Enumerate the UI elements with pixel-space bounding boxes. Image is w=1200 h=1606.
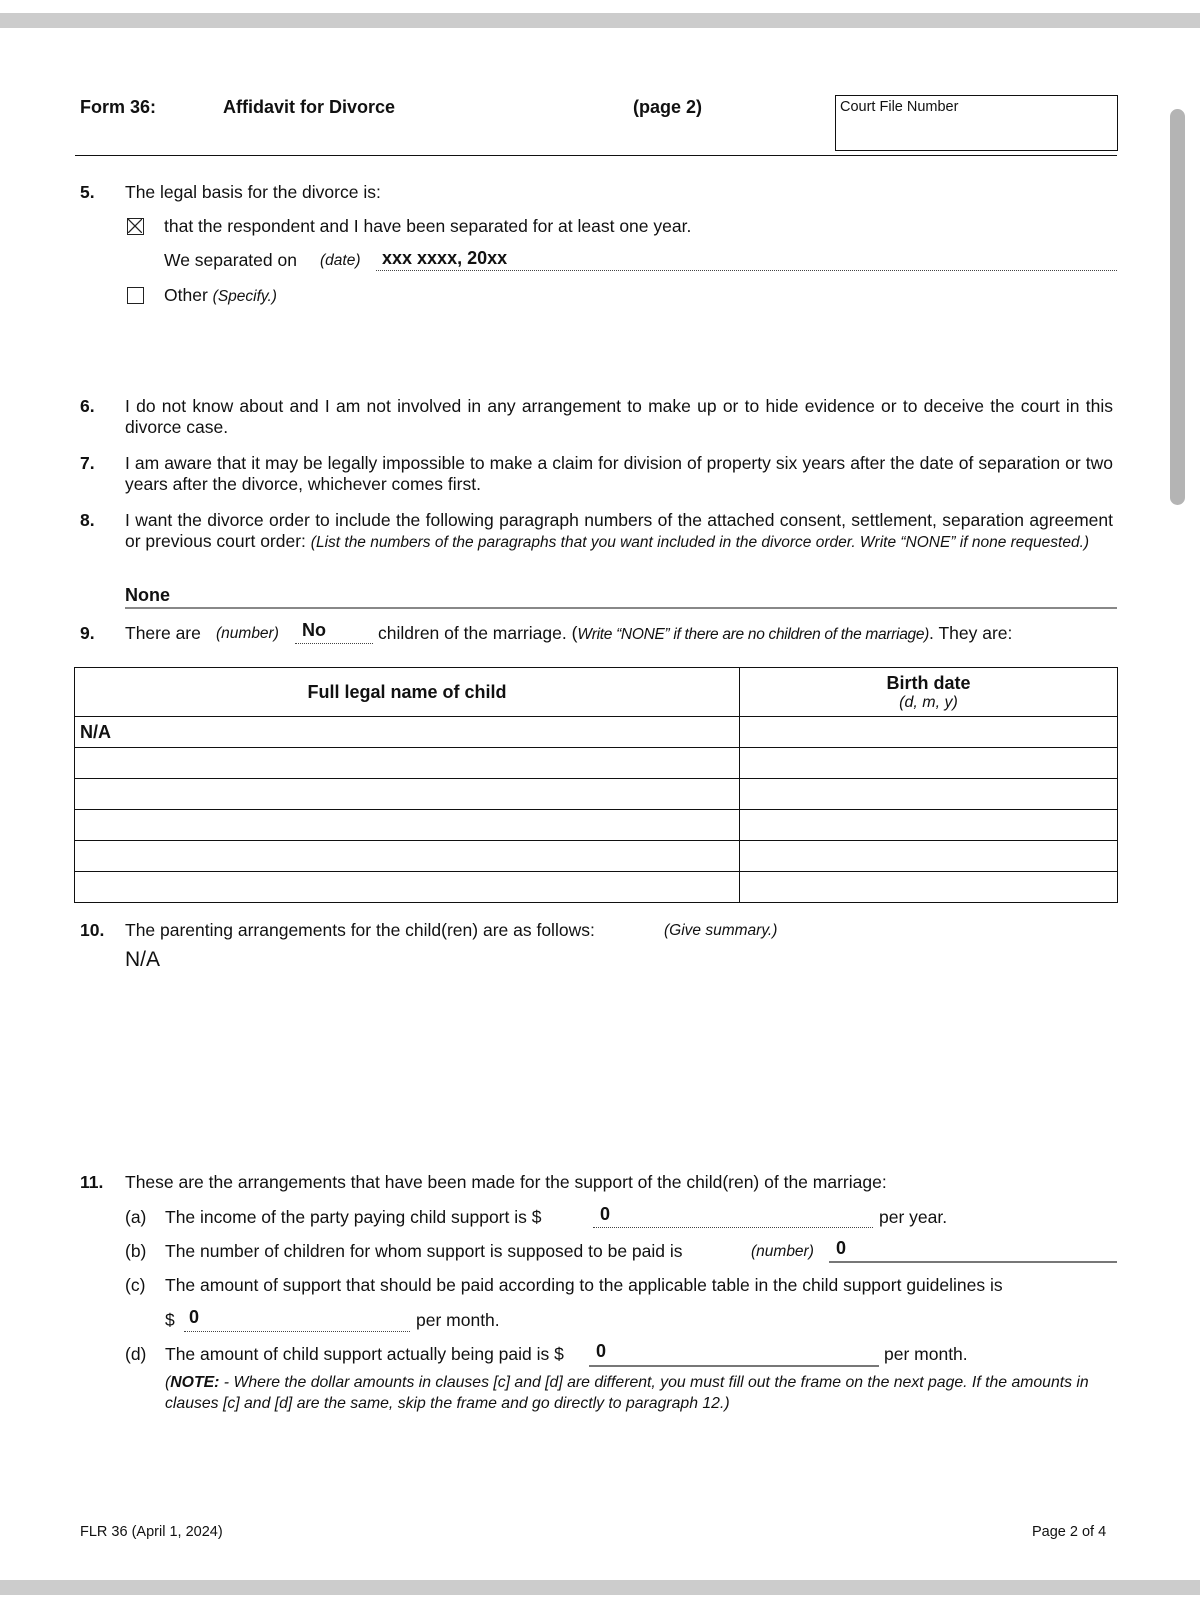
child-birth-cell[interactable] bbox=[740, 810, 1118, 841]
child-birth-cell[interactable] bbox=[740, 717, 1118, 748]
clause-c-label: (c) bbox=[125, 1275, 146, 1295]
para5-text: The legal basis for the divorce is: bbox=[125, 182, 381, 202]
child-name-cell[interactable] bbox=[75, 748, 740, 779]
checkbox-x-icon bbox=[128, 219, 142, 233]
child-name-cell[interactable] bbox=[75, 841, 740, 872]
clause-c-currency: $ bbox=[165, 1310, 175, 1330]
header-divider bbox=[75, 155, 1117, 156]
vertical-scrollbar[interactable] bbox=[1170, 109, 1185, 505]
para8-value[interactable]: None bbox=[125, 585, 170, 605]
clause-a-text: The income of the party paying child support is $ bbox=[165, 1207, 542, 1227]
separated-on-label: We separated on bbox=[164, 250, 297, 270]
para9-number: 9. bbox=[80, 623, 95, 643]
form-number: Form 36: bbox=[80, 97, 157, 117]
para10-hint: (Give summary.) bbox=[664, 922, 778, 939]
table-row bbox=[75, 779, 1118, 810]
table-row bbox=[75, 841, 1118, 872]
actual-support-field-line bbox=[589, 1365, 879, 1367]
para8-text: I want the divorce order to include the following paragraph numbers of the attached consent, settlement, separation agreement or previous court order: (List the numbers of the paragraphs that you want included in the divorce order. Write “NONE” if none requested.) bbox=[125, 510, 1113, 551]
para6-number: 6. bbox=[80, 396, 95, 416]
para11-number: 11. bbox=[80, 1172, 104, 1192]
other-option-label: Other (Specify.) bbox=[164, 285, 277, 305]
clause-b-label: (b) bbox=[125, 1241, 147, 1261]
para8-number: 8. bbox=[80, 510, 95, 530]
separated-option-label: that the respondent and I have been separated for at least one year. bbox=[164, 216, 692, 236]
children-table-header bbox=[75, 668, 1118, 717]
clause-b-hint: (number) bbox=[751, 1243, 814, 1260]
income-value[interactable]: 0 bbox=[600, 1204, 611, 1224]
children-supported-field-line bbox=[829, 1261, 1117, 1263]
clause-a-suffix: per year. bbox=[879, 1207, 948, 1227]
viewer-top-bar bbox=[0, 13, 1200, 28]
separated-checkbox[interactable] bbox=[127, 218, 144, 235]
page-label: (page 2) bbox=[633, 97, 703, 117]
children-count-value[interactable]: No bbox=[302, 620, 326, 640]
header-birth-date: Birth date (d, m, y) bbox=[740, 668, 1118, 717]
table-row bbox=[75, 748, 1118, 779]
children-count-field-line bbox=[295, 643, 373, 644]
para9-text-before: There are bbox=[125, 623, 201, 643]
child-name-cell[interactable] bbox=[75, 872, 740, 903]
separation-date-field-line bbox=[376, 270, 1117, 271]
form-version: FLR 36 (April 1, 2024) bbox=[80, 1524, 223, 1540]
clause-d-suffix: per month. bbox=[884, 1344, 968, 1364]
clause-c-suffix: per month. bbox=[416, 1310, 500, 1330]
clause-b-text: The number of children for whom support is supposed to be paid is bbox=[165, 1241, 683, 1261]
actual-support-value[interactable]: 0 bbox=[596, 1341, 607, 1361]
page-indicator: Page 2 of 4 bbox=[1032, 1524, 1107, 1540]
child-birth-cell[interactable] bbox=[740, 748, 1118, 779]
other-checkbox[interactable] bbox=[127, 287, 144, 304]
clause-a-label: (a) bbox=[125, 1207, 147, 1227]
clause-d-text: The amount of child support actually being paid is $ bbox=[165, 1344, 564, 1364]
child-birth-cell[interactable] bbox=[740, 872, 1118, 903]
clause-d-note: (NOTE: - Where the dollar amounts in clauses [c] and [d] are different, you must fill out the frame on the next page. If the amounts in clauses [c] and [d] are the same, skip the frame and go directly to paragraph 12.) bbox=[165, 1374, 1089, 1412]
table-row bbox=[75, 717, 1118, 748]
clause-c-text: The amount of support that should be paid according to the applicable table in the child support guidelines is bbox=[165, 1275, 1003, 1295]
child-birth-cell[interactable] bbox=[740, 841, 1118, 872]
para5-number: 5. bbox=[80, 182, 95, 202]
children-supported-value[interactable]: 0 bbox=[836, 1238, 847, 1258]
date-hint: (date) bbox=[320, 252, 361, 269]
children-table bbox=[74, 667, 1118, 903]
table-support-field-line bbox=[184, 1331, 410, 1332]
para7-text: I am aware that it may be legally impossible to make a claim for division of property six years after the date of separation or two years after the divorce, whichever comes first. bbox=[125, 453, 1113, 494]
clause-d-label: (d) bbox=[125, 1344, 147, 1364]
table-row bbox=[75, 872, 1118, 903]
para10-number: 10. bbox=[80, 920, 105, 940]
court-file-number-field[interactable] bbox=[835, 95, 1118, 151]
income-field-line bbox=[593, 1227, 873, 1228]
table-row bbox=[75, 810, 1118, 841]
child-name-cell[interactable] bbox=[75, 810, 740, 841]
parenting-arrangements-value[interactable]: N/A bbox=[125, 948, 161, 971]
child-birth-cell[interactable] bbox=[740, 779, 1118, 810]
separation-date-value[interactable]: xxx xxxx, 20xx bbox=[382, 248, 508, 268]
para8-field-line bbox=[125, 607, 1117, 609]
para9-number-hint: (number) bbox=[216, 625, 279, 642]
para9-text-after: children of the marriage. (Write “NONE” if there are no children of the marriage). They are: bbox=[378, 623, 1013, 643]
header-full-legal-name: Full legal name of child bbox=[75, 668, 740, 717]
para7-number: 7. bbox=[80, 453, 95, 473]
form-title: Affidavit for Divorce bbox=[223, 97, 396, 117]
para10-text: The parenting arrangements for the child(ren) are as follows: bbox=[125, 920, 595, 940]
para6-text: I do not know about and I am not involved in any arrangement to make up or to hide evidence or to deceive the court in this divorce case. bbox=[125, 396, 1113, 437]
table-support-value[interactable]: 0 bbox=[189, 1307, 200, 1327]
viewer-bottom-bar bbox=[0, 1580, 1200, 1595]
para11-text: These are the arrangements that have been made for the support of the child(ren) of the marriage: bbox=[125, 1172, 887, 1192]
child-name-cell[interactable]: N/A bbox=[75, 717, 740, 748]
child-name-cell[interactable] bbox=[75, 779, 740, 810]
court-file-number-label: Court File Number bbox=[840, 99, 959, 115]
